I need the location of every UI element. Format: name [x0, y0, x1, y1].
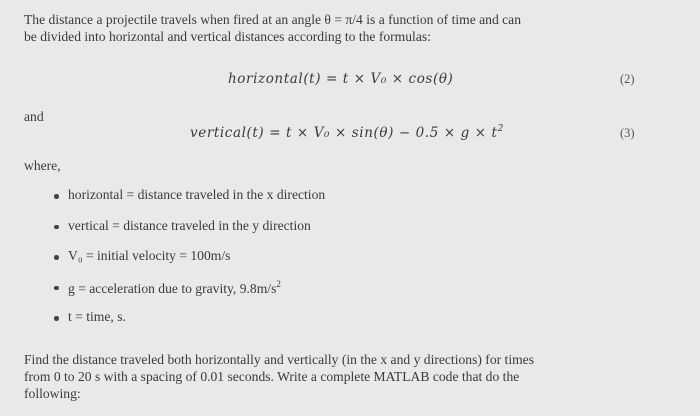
- definition-horizontal: horizontal = distance traveled in the x direction: [68, 187, 326, 202]
- definition-gravity: g = acceleration due to gravity, 9.8m/s: [68, 280, 277, 296]
- definition-vertical: vertical = distance traveled in the y direction: [68, 217, 311, 233]
- equation-number-3: (3): [620, 126, 635, 140]
- equation-number-2: (2): [620, 72, 635, 86]
- list-item: [54, 218, 325, 249]
- where-label: where,: [24, 158, 61, 173]
- definition-time: t = time, s.: [68, 309, 126, 325]
- intro-paragraph: [24, 11, 674, 45]
- definitions-list: [54, 187, 325, 340]
- and-label: and: [24, 109, 44, 124]
- task-line-3: following:: [24, 386, 81, 401]
- bullet-icon: [54, 316, 59, 321]
- bullet-icon: [54, 286, 59, 291]
- bullet-icon: [54, 225, 59, 230]
- task-paragraph: [24, 351, 684, 402]
- equation-vertical-text: vertical(t) = t × V₀ × sin(θ) − 0.5 × g × t: [190, 125, 498, 141]
- equation-horizontal-text: horizontal(t) = t × V₀ × cos(θ): [228, 71, 454, 87]
- definition-initial-velocity: V₀ = initial velocity = 100m/s: [68, 248, 231, 264]
- equation-vertical: [190, 124, 504, 141]
- equation-horizontal: [228, 71, 453, 87]
- bullet-icon: [54, 255, 59, 260]
- bullet-icon: [54, 194, 59, 199]
- task-line-2: from 0 to 20 s with a spacing of 0.01 seconds. Write a complete MATLAB code that do the: [24, 369, 520, 384]
- intro-line-1: The distance a projectile travels when fired at an angle θ = π/4 is a function of time and can: [24, 12, 522, 27]
- intro-line-2: be divided into horizontal and vertical distances according to the formulas:: [24, 29, 431, 44]
- gravity-exponent: 2: [276, 278, 281, 289]
- list-item: [54, 279, 325, 310]
- list-item: [54, 187, 325, 218]
- list-item: [54, 309, 325, 340]
- task-line-1: Find the distance traveled both horizontally and vertically (in the x and y directions) for times: [24, 352, 534, 367]
- list-item: [54, 248, 325, 279]
- equation-vertical-exponent: 2: [497, 124, 504, 134]
